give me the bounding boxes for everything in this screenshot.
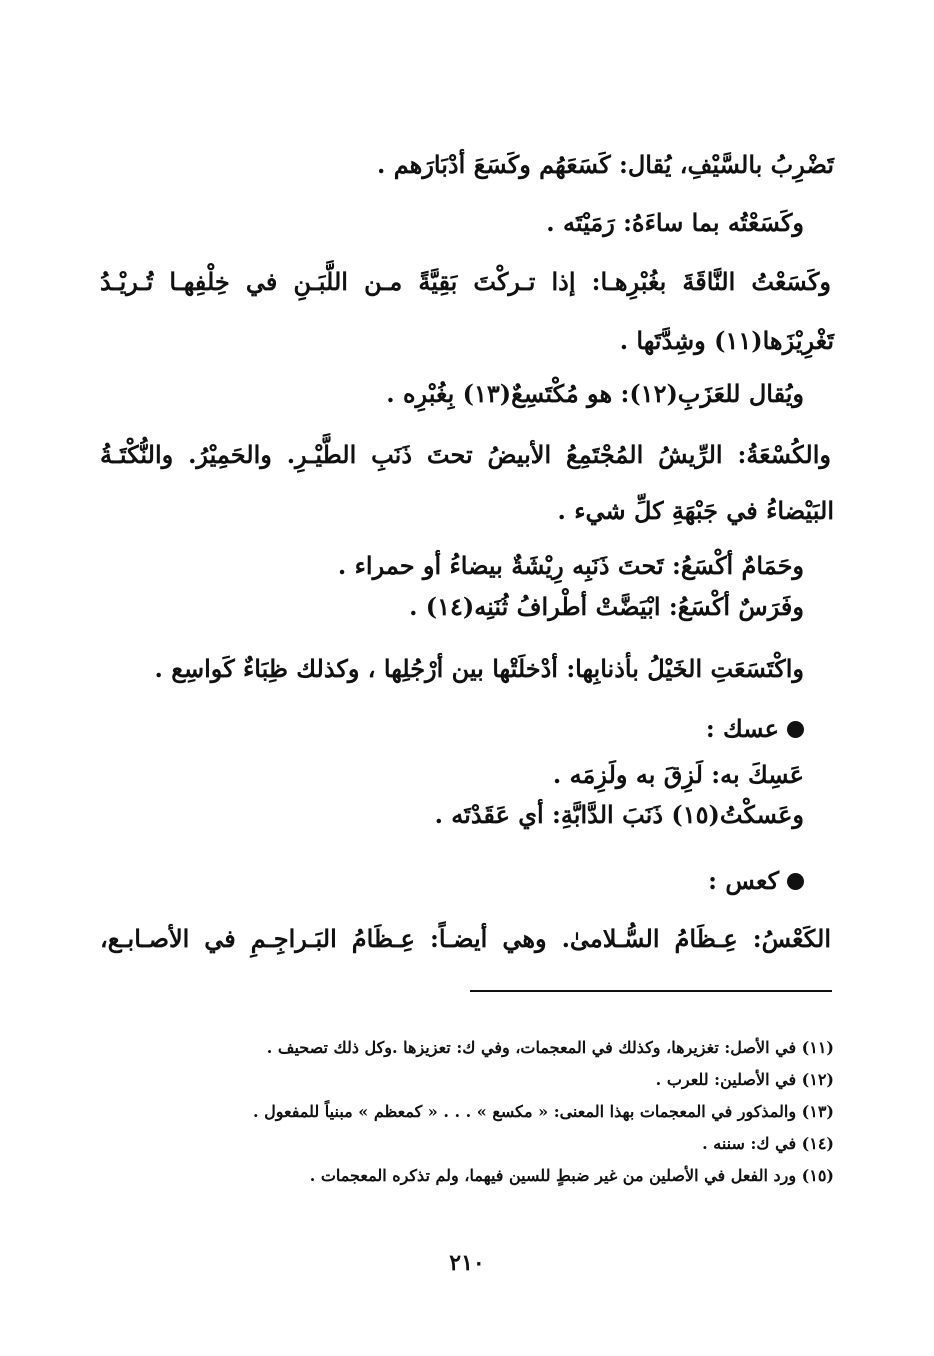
page-number: ٢١٠ (449, 1250, 485, 1276)
text-line-12: عَسِكَ به: لَزِقَ به ولَزِمَه . (552, 760, 804, 789)
text-line-13: وعَسكْتُ(١٥) ذَنَبَ الدَّابَّةِ: أي عَقَدْتَه . (434, 800, 804, 829)
text-line-9: وفَرَسٌ أكْسَعُ: ابْيَضَّتْ أطْرافُ ثُنَنِه(١٤) . (409, 592, 804, 621)
footnote-separator (470, 990, 832, 992)
text-line-1: تَضْرِبُ بالسَّيْفِ، يُقال: كَسَعَهُم وكَسَعَ أدْبَارَهم . (376, 150, 834, 179)
footnote-14: (١٤) في ك: سننه . (702, 1134, 834, 1153)
text-line-4: تَغْرِيْزَها(١١) وشِدَّتَها . (619, 326, 834, 355)
text-line-7: البَيْضاءُ في جَبْهَةِ كلِّ شيء . (557, 496, 834, 525)
footnote-15: (١٥) ورد الفعل في الأصلين من غير ضبطٍ للسين فيهما، ولم تذكره المعجمات . (309, 1166, 834, 1185)
text-line-10: واكْتَسَعَتِ الخَيْلُ بأذنابِها: أدْخلَتْها بين أرْجُلِها ، وكذلك ظِبَاءٌ كَواسِع . (154, 654, 804, 683)
text-line-2: وكَسَعْتُه بما ساءَهُ: رَمَيْتَه . (546, 208, 804, 237)
bullet-dot-icon (787, 721, 804, 738)
footnote-13: (١٣) والمذكور في المعجمات بهذا المعنى: « مكسع » . . . « كمعظم » مبنياً للمفعول . (252, 1102, 834, 1121)
text-line-3: وكَسَعْتُ النَّاقَةَ بغُبْرِهـا: إذا تـركْتَ بَقِيَّةً مـن اللَّبَـنِ في خِلْفِهـا تُـريْـدُ (100, 267, 831, 296)
heading-label: كعس : (708, 866, 779, 895)
text-line-5: ويُقال للعَزَبِ(١٢): هو مُكْتَسِعٌ(١٣) بِغُبْرِه . (386, 379, 804, 408)
footnote-12: (١٢) في الأصلين: للعرب . (655, 1070, 834, 1089)
entry-heading-kaas (100, 864, 804, 899)
entry-heading-asak (100, 712, 804, 747)
text-line-15: الكَعْسُ: عِـظَامُ السُّـلامىٰ. وهي أيضـاً: عِـظَامُ البَـراجِـمِ في الأصـابـع، (100, 924, 831, 953)
text-line-8: وحَمَامٌ أكْسَعُ: تَحتَ ذَنَبِه رِيْشَةٌ بيضاءُ أو حمراء . (337, 551, 804, 580)
bullet-dot-icon (787, 873, 804, 890)
heading-label: عسك : (705, 714, 779, 743)
text-line-6: والكُسْعَةُ: الرِّيشُ المُجْتَمِعُ الأبيضُ تحتَ ذَنَبِ الطَّيْـرِ. والحَمِيْرُ. والنُّكْتَـةُ (100, 440, 831, 469)
footnote-11: (١١) في الأصل: تغزيرها، وكذلك في المعجمات، وفي ك: تعزيزها .وكل ذلك تصحيف . (266, 1038, 834, 1057)
